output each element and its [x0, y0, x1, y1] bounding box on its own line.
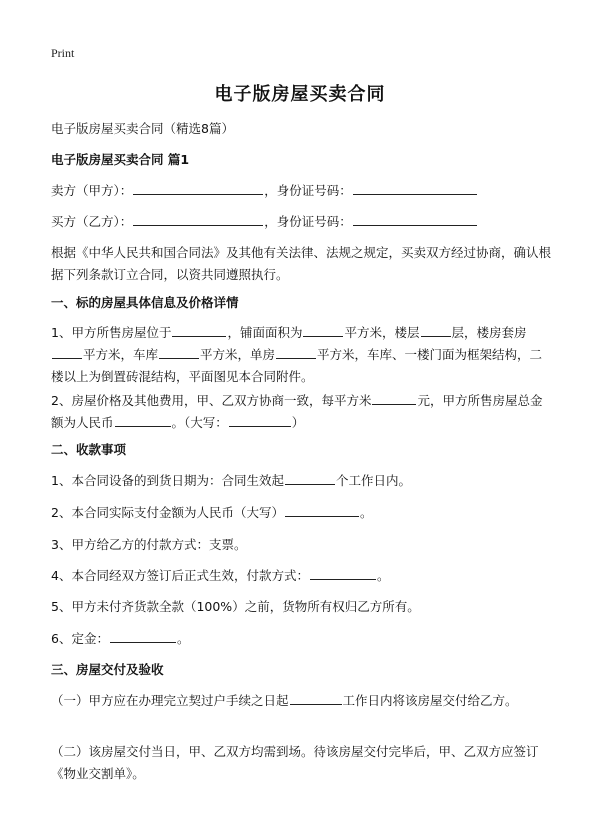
section-3-paragraph-2: （二）该房屋交付当日，甲、乙双方均需到场。待该房屋交付完毕后，甲、乙双方应签订《物业交割单》。 [51, 744, 539, 781]
garage-area-blank[interactable] [159, 344, 199, 359]
single-room-area-blank[interactable] [276, 344, 316, 359]
seller-label: 卖方（甲方）： [51, 183, 133, 198]
text: ） [291, 415, 305, 430]
suite-area-blank[interactable] [52, 344, 82, 359]
section-3-heading: 三、房屋交付及验收 [51, 662, 164, 677]
section-2-item-3: 3、甲方给乙方的付款方式：支票。 [51, 537, 247, 552]
section-2-item-4 [51, 565, 551, 587]
seller-id-blank[interactable] [353, 180, 477, 195]
total-amount-blank[interactable] [115, 412, 171, 427]
text: 2、房屋价格及其他费用，甲、乙双方协商一致，每平方米 [51, 393, 372, 408]
section-1-paragraph-1 [51, 322, 551, 388]
buyer-id-label: ，身份证号码： [264, 214, 352, 229]
payment-amount-blank[interactable] [285, 502, 359, 517]
text: 元，甲方所售房屋总金额为人民币 [51, 393, 543, 430]
buyer-line [51, 211, 551, 233]
buyer-label: 买方（乙方）： [51, 214, 133, 229]
intro-paragraph: 根据《中华人民共和国合同法》及其他有关法律、法规之规定，买卖双方经过协商，确认根据下列条款订立合同，以资共同遵照执行。 [51, 245, 552, 282]
text: 。 [176, 631, 190, 646]
seller-name-blank[interactable] [133, 180, 263, 195]
text: 工作日内将该房屋交付给乙方。 [342, 693, 518, 708]
location-blank[interactable] [172, 322, 226, 337]
text: 平方米，楼层 [344, 325, 420, 340]
section-1-heading: 一、标的房屋具体信息及价格详情 [51, 295, 239, 310]
delivery-days-blank[interactable] [285, 470, 335, 485]
text: 1、甲方所售房屋位于 [51, 325, 172, 340]
text: 1、本合同设备的到货日期为：合同生效起 [51, 473, 284, 488]
handover-days-blank[interactable] [290, 690, 342, 705]
section-3-paragraph-1 [51, 690, 551, 712]
text: 个工作日内。 [335, 473, 411, 488]
text: 平方米，单房 [200, 347, 276, 362]
text: 4、本合同经双方签订后正式生效，付款方式： [51, 568, 309, 583]
print-link[interactable]: Print [51, 46, 75, 60]
deposit-blank[interactable] [110, 628, 176, 643]
text: 6、定金： [51, 631, 109, 646]
document-title: 电子版房屋买卖合同 [214, 84, 386, 105]
seller-id-label: ，身份证号码： [264, 183, 352, 198]
buyer-id-blank[interactable] [353, 211, 477, 226]
seller-line [51, 180, 551, 202]
buyer-name-blank[interactable] [133, 211, 263, 226]
floor-blank[interactable] [421, 322, 451, 337]
text: 平方米，车库、一楼门面为框架结构，二楼以上为倒置砖混结构，平面图见本合同附件。 [51, 347, 543, 384]
section-1-paragraph-2 [51, 390, 551, 434]
section-2-item-5: 5、甲方未付齐货款全款（100%）之前，货物所有权归乙方所有。 [51, 599, 420, 614]
section-2-heading: 二、收款事项 [51, 442, 127, 457]
section-2-item-1 [51, 470, 551, 492]
shop-area-blank[interactable] [303, 322, 343, 337]
unit-price-blank[interactable] [372, 390, 416, 405]
text: （一）甲方应在办理完立契过户手续之日起 [51, 693, 289, 708]
text: 层，楼房套房 [451, 325, 527, 340]
text: 平方米，车库 [83, 347, 159, 362]
section-2-item-6 [51, 628, 551, 650]
text: 。（大写： [171, 415, 228, 430]
payment-method-blank[interactable] [310, 565, 376, 580]
text: 2、本合同实际支付金额为人民币（大写） [51, 505, 284, 520]
section-2-item-2 [51, 502, 551, 524]
text: 。 [359, 505, 373, 520]
article-title: 电子版房屋买卖合同 篇1 [51, 152, 190, 167]
amount-words-blank[interactable] [229, 412, 291, 427]
text: ，铺面面积为 [227, 325, 303, 340]
document-subtitle: 电子版房屋买卖合同（精选8篇） [51, 121, 234, 136]
text: 。 [376, 568, 390, 583]
